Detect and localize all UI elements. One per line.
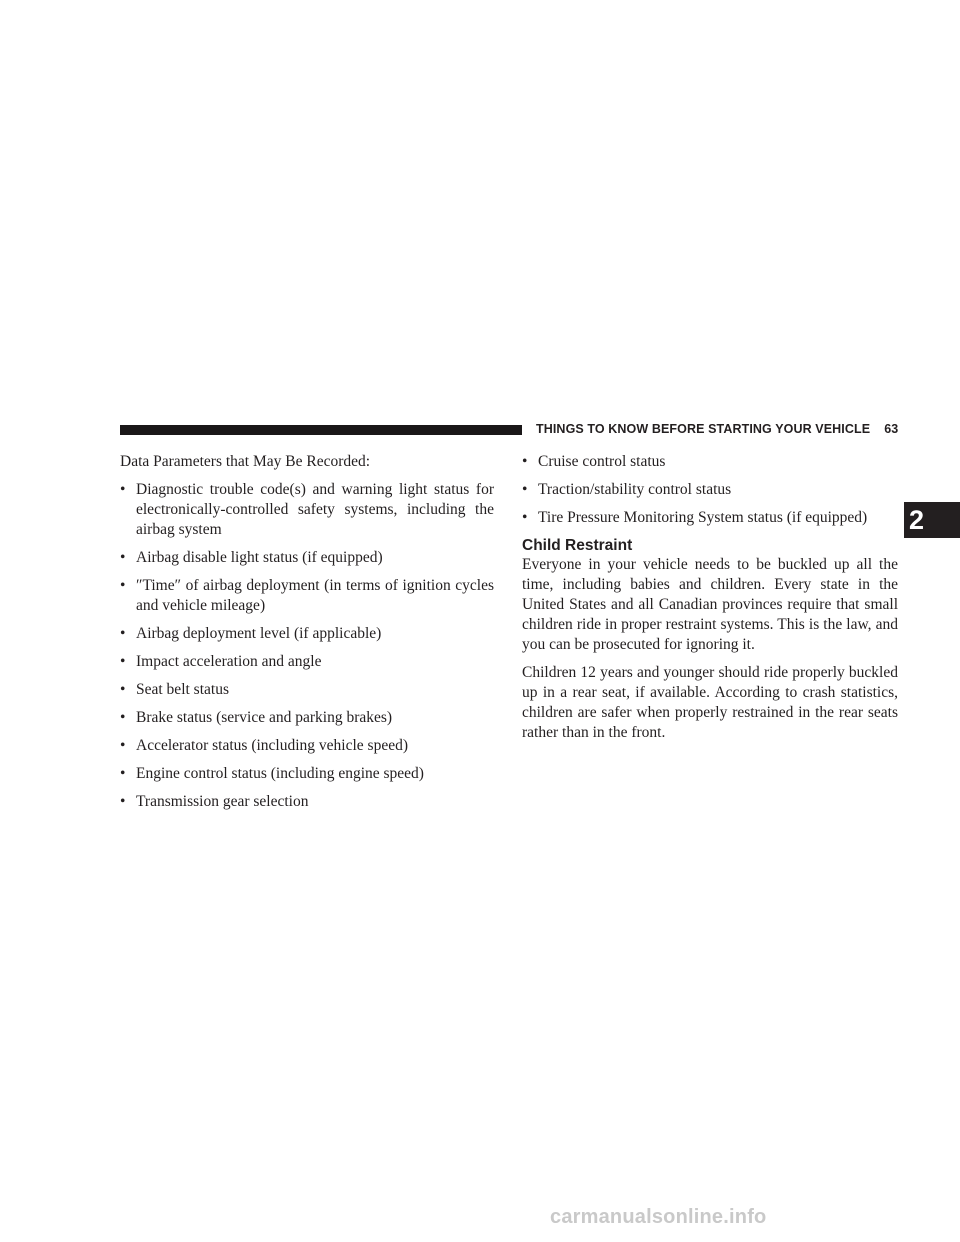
list-item — [120, 576, 494, 616]
list-item — [120, 480, 494, 540]
list-item — [120, 548, 494, 568]
list-item — [120, 736, 494, 756]
list-item-text: Diagnostic trouble code(s) and warning light status for electronically-controlled safety systems, including the airbag system — [136, 481, 494, 538]
list-item-text: Airbag deployment level (if applicable) — [136, 625, 382, 642]
list-item-text: Seat belt status — [136, 681, 229, 698]
list-item — [120, 764, 494, 784]
section-heading-child-restraint: Child Restraint — [522, 537, 633, 554]
list-item-text: Airbag disable light status (if equipped) — [136, 549, 383, 566]
bullet-icon: • — [120, 625, 126, 642]
list-item-text: Accelerator status (including vehicle speed) — [136, 737, 408, 754]
bullet-icon: • — [120, 577, 126, 594]
list-item-text: Tire Pressure Monitoring System status (if equipped) — [538, 509, 868, 526]
bullet-icon: • — [522, 509, 528, 526]
list-item-text: Transmission gear selection — [136, 793, 309, 810]
list-item-text: Engine control status (including engine speed) — [136, 765, 424, 782]
list-item-text: Brake status (service and parking brakes) — [136, 709, 393, 726]
data-parameters-list — [120, 480, 494, 812]
list-item — [522, 480, 898, 500]
list-item — [120, 708, 494, 728]
body-paragraph: Everyone in your vehicle needs to be buckled up all the time, including babies and children. Every state in the United States and all Canadian provinces require that small children ride in proper restraint systems. This is the law, and you can be prosecuted for ignoring it. — [522, 556, 898, 653]
list-item — [522, 508, 898, 528]
body-paragraph: Children 12 years and younger should ride properly buckled up in a rear seat, if available. According to crash statistics, children are safer when properly restrained in the rear seats rather than in the front. — [522, 664, 898, 741]
bullet-icon: • — [120, 793, 126, 810]
data-parameters-list-continued — [522, 452, 898, 528]
list-item — [120, 624, 494, 644]
running-header-title: THINGS TO KNOW BEFORE STARTING YOUR VEHICLE — [536, 422, 871, 436]
bullet-icon: • — [120, 549, 126, 566]
list-item-text: Cruise control status — [538, 453, 666, 470]
list-item-text: Impact acceleration and angle — [136, 653, 322, 670]
running-header — [536, 422, 898, 436]
bullet-icon: • — [120, 653, 126, 670]
bullet-icon: • — [120, 709, 126, 726]
list-item — [120, 680, 494, 700]
bullet-icon: • — [120, 681, 126, 698]
bullet-icon: • — [522, 453, 528, 470]
page-number: 63 — [884, 422, 899, 436]
bullet-icon: • — [120, 765, 126, 782]
left-column — [120, 452, 494, 820]
bullet-icon: • — [522, 481, 528, 498]
bullet-icon: • — [120, 737, 126, 754]
list-item — [120, 792, 494, 812]
list-item-text: Traction/stability control status — [538, 481, 732, 498]
list-item — [522, 452, 898, 472]
right-column — [522, 452, 898, 751]
list-item-text: ″Time″ of airbag deployment (in terms of ignition cycles and vehicle mileage) — [136, 577, 494, 614]
bullet-icon: • — [120, 481, 126, 498]
list-item — [120, 652, 494, 672]
header-rule-bar — [120, 425, 522, 435]
watermark: carmanualsonline.info — [550, 1206, 767, 1228]
chapter-tab: 2 — [904, 502, 960, 538]
data-parameters-intro: Data Parameters that May Be Recorded: — [120, 453, 371, 470]
